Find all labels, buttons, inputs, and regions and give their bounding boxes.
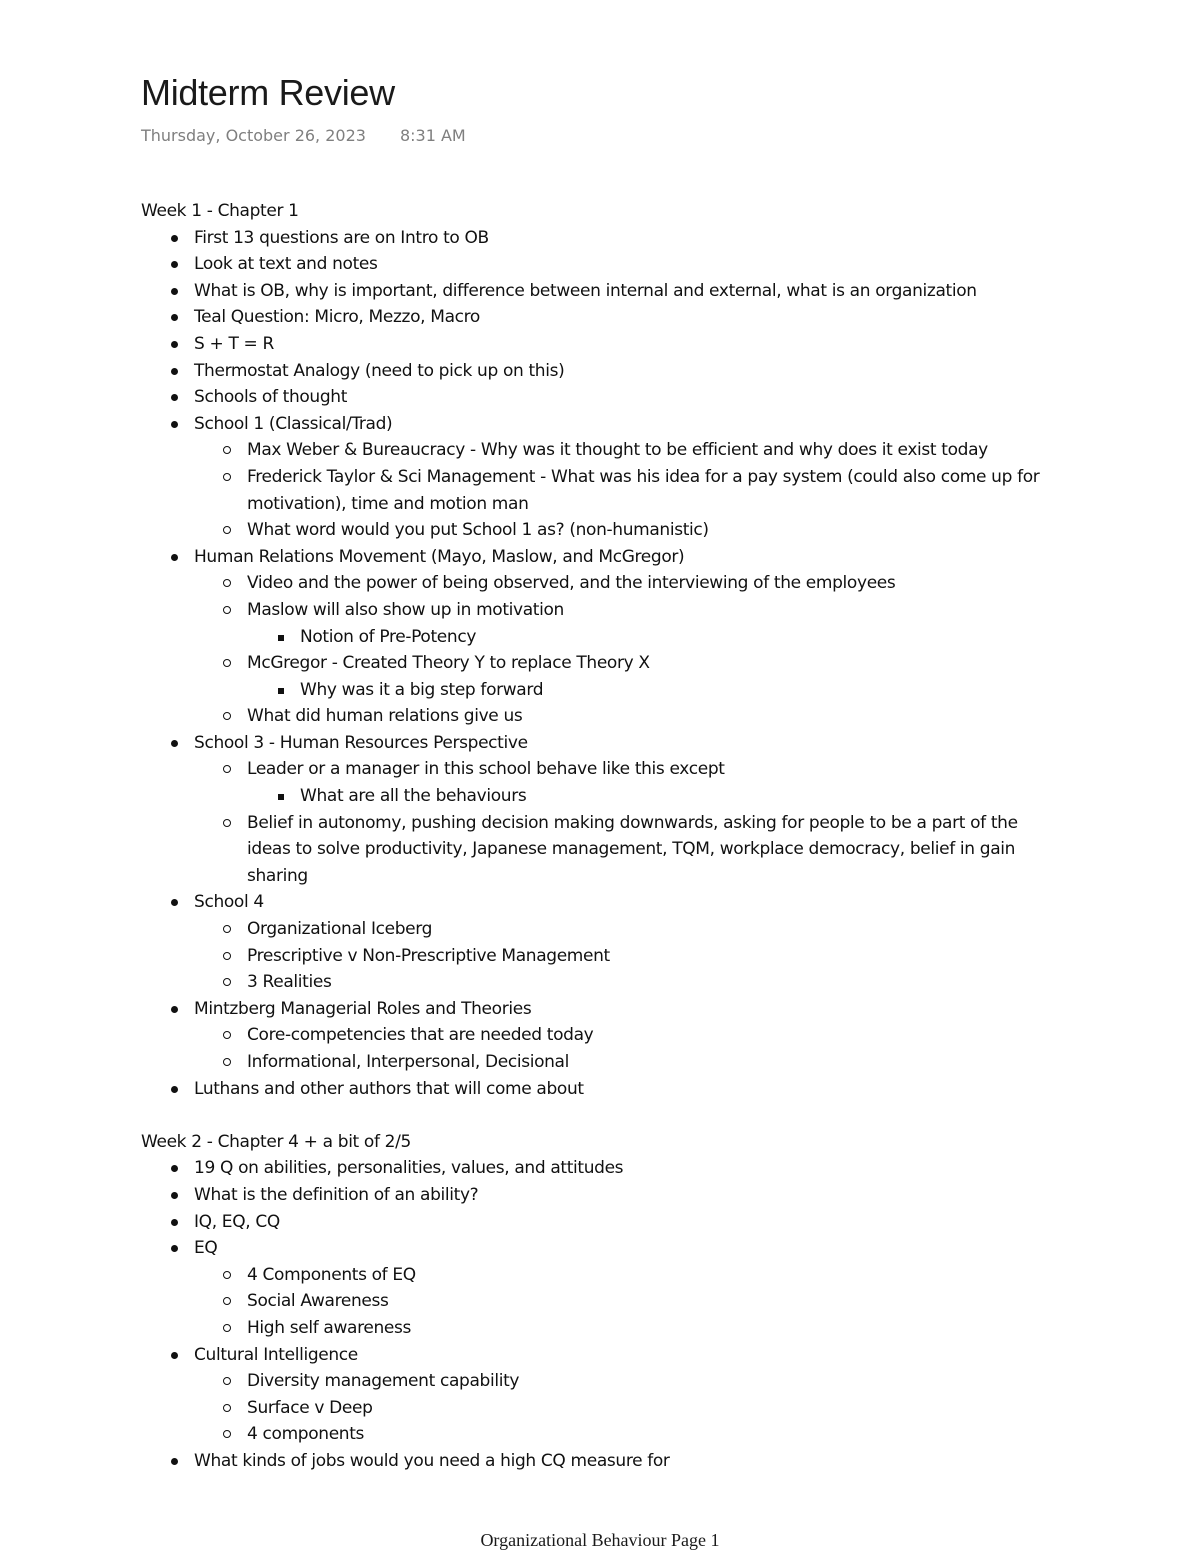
page-meta: [141, 126, 466, 145]
list-item: [141, 1342, 1061, 1369]
list-item-text: Core-competencies that are needed today: [247, 1025, 594, 1046]
page-date: Thursday, October 26, 2023: [141, 126, 366, 145]
list-item-text: High self awareness: [247, 1317, 412, 1338]
list-item: [141, 437, 1061, 464]
list-item-text: What are all the behaviours: [300, 786, 527, 807]
list-item: [141, 1022, 1061, 1049]
notes-section: [141, 1129, 1061, 1475]
list-item: [141, 597, 1061, 624]
list-item: [141, 1262, 1061, 1289]
list-item: [141, 756, 1061, 783]
list-item-text: Frederick Taylor & Sci Management - What was his idea for a pay system (could also come up for motivation), time and motion man: [247, 466, 1040, 514]
notes-section: [141, 198, 1061, 1102]
list-item-text: Video and the power of being observed, and the interviewing of the employees: [247, 573, 896, 594]
list-item: [141, 624, 1061, 651]
list-item-text: Notion of Pre-Potency: [300, 626, 477, 647]
list-item: [141, 916, 1061, 943]
list-item: [141, 411, 1061, 438]
list-item: [141, 1155, 1061, 1182]
list-item-text: 3 Realities: [247, 972, 332, 993]
list-item: [141, 1288, 1061, 1315]
list-item-text: Social Awareness: [247, 1291, 389, 1312]
list-item-text: S + T = R: [194, 333, 274, 354]
list-item-text: School 1 (Classical/Trad): [194, 413, 393, 434]
section-spacer: [141, 1102, 1061, 1129]
list-item: [141, 1395, 1061, 1422]
list-item: [141, 464, 1061, 517]
list-item-text: 19 Q on abilities, personalities, values, and attitudes: [194, 1158, 624, 1179]
page-title: Midterm Review: [141, 72, 395, 113]
list-item: [141, 889, 1061, 916]
list-item-text: Schools of thought: [194, 387, 348, 408]
list-item-text: McGregor - Created Theory Y to replace Theory X: [247, 653, 650, 674]
list-item: [141, 1182, 1061, 1209]
list-item: [141, 650, 1061, 677]
list-item: [141, 384, 1061, 411]
list-item-text: 4 Components of EQ: [247, 1264, 416, 1285]
section-heading: Week 2 - Chapter 4 + a bit of 2/5: [141, 1131, 411, 1152]
section-heading: Week 1 - Chapter 1: [141, 201, 299, 221]
list-item: [141, 225, 1061, 252]
list-item: [141, 1448, 1061, 1475]
list-item-text: Maslow will also show up in motivation: [247, 599, 564, 620]
list-item: [141, 304, 1061, 331]
list-item-text: IQ, EQ, CQ: [194, 1211, 280, 1232]
list-item-text: Human Relations Movement (Mayo, Maslow, and McGregor): [194, 546, 685, 567]
list-item: [141, 278, 1061, 305]
list-item-text: School 4: [194, 892, 264, 913]
list-item-text: Luthans and other authors that will come about: [194, 1078, 584, 1099]
list-item: [141, 1421, 1061, 1448]
list-item-text: Organizational Iceberg: [247, 919, 433, 940]
list-item-text: Leader or a manager in this school behave like this except: [247, 759, 725, 780]
page-footer: Organizational Behaviour Page 1: [480, 1530, 720, 1550]
list-item: [141, 544, 1061, 571]
list-item: [141, 1235, 1061, 1262]
list-item-text: Mintzberg Managerial Roles and Theories: [194, 998, 532, 1019]
list-item: [141, 1049, 1061, 1076]
list-item: [141, 677, 1061, 704]
list-item-text: Max Weber & Bureaucracy - Why was it thought to be efficient and why does it exist today: [247, 440, 988, 461]
list-item-text: School 3 - Human Resources Perspective: [194, 732, 528, 753]
list-item-text: Look at text and notes: [194, 254, 378, 275]
list-item-text: Diversity management capability: [247, 1371, 520, 1392]
list-item-text: Surface v Deep: [247, 1397, 373, 1418]
bullet-list: [141, 225, 1061, 1103]
list-item: [141, 358, 1061, 385]
list-item-text: What kinds of jobs would you need a high CQ measure for: [194, 1450, 670, 1471]
list-item-text: Informational, Interpersonal, Decisional: [247, 1052, 569, 1072]
list-item: [141, 703, 1061, 730]
list-item-text: Belief in autonomy, pushing decision making downwards, asking for people to be a part of the ideas to solve productivity, Japanese management, TQM, workplace democracy, belief in gain sharing: [247, 812, 1018, 886]
list-item: [141, 251, 1061, 278]
list-item: [141, 1315, 1061, 1342]
list-item-text: What is OB, why is important, difference between internal and external, what is an organization: [194, 280, 977, 301]
list-item-text: Thermostat Analogy (need to pick up on this): [194, 360, 565, 381]
list-item-text: EQ: [194, 1238, 218, 1259]
list-item: [141, 570, 1061, 597]
list-item-text: What is the definition of an ability?: [194, 1184, 479, 1205]
bullet-list: [141, 1155, 1061, 1474]
list-item: [141, 517, 1061, 544]
list-item: [141, 969, 1061, 996]
list-item: [141, 810, 1061, 890]
list-item: [141, 1368, 1061, 1395]
list-item: [141, 331, 1061, 358]
list-item-text: Cultural Intelligence: [194, 1344, 358, 1365]
list-item-text: Why was it a big step forward: [300, 679, 544, 700]
list-item-text: Prescriptive v Non-Prescriptive Management: [247, 945, 610, 966]
list-item: [141, 1209, 1061, 1236]
list-item: [141, 730, 1061, 757]
list-item: [141, 943, 1061, 970]
list-item: [141, 1076, 1061, 1103]
list-item-text: Teal Question: Micro, Mezzo, Macro: [194, 307, 480, 328]
list-item: [141, 996, 1061, 1023]
list-item: [141, 783, 1061, 810]
list-item-text: 4 components: [247, 1424, 365, 1445]
list-item-text: First 13 questions are on Intro to OB: [194, 227, 489, 248]
list-item-text: What did human relations give us: [247, 706, 523, 727]
notes-body: [141, 198, 1061, 1475]
page-time: 8:31 AM: [399, 126, 466, 145]
list-item-text: What word would you put School 1 as? (non-humanistic): [247, 520, 709, 541]
